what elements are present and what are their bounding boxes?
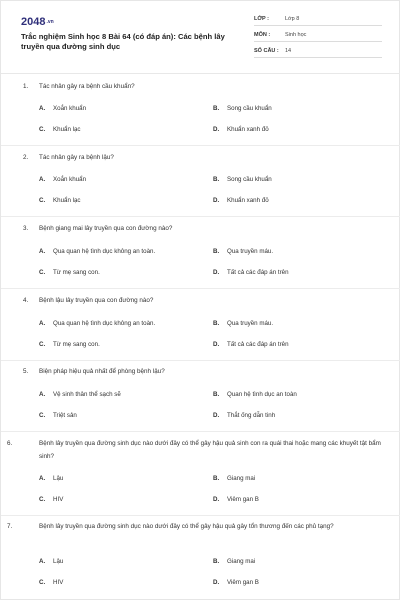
option-text: Khuẩn xanh đỏ — [227, 126, 269, 133]
question-body: Biện pháp hiệu quả nhất để phòng bệnh lậu? — [39, 368, 165, 375]
question-text — [7, 520, 383, 533]
option-letter: A. — [39, 320, 46, 327]
option-b[interactable] — [213, 391, 297, 398]
option-a[interactable] — [39, 248, 155, 255]
question-text — [23, 365, 383, 378]
option-letter: C. — [39, 269, 46, 276]
question-text — [23, 294, 383, 307]
option-text: Từ mẹ sang con. — [53, 269, 100, 276]
option-c[interactable] — [39, 197, 81, 204]
option-text: Xoắn khuẩn — [53, 105, 87, 112]
option-a[interactable] — [39, 320, 155, 327]
option-text: Khuẩn lạc — [53, 197, 81, 204]
option-d[interactable] — [213, 496, 259, 503]
meta-grade — [254, 13, 382, 26]
option-b[interactable] — [213, 105, 272, 112]
option-letter: B. — [213, 105, 220, 112]
option-text: Triệt sản — [53, 412, 77, 419]
question-body: Bệnh lây truyền qua đường sinh dục nào dưới đây có thể gây hậu quả sinh con ra quái thai hoặc mang các khuyết tật bẩm sinh? — [39, 440, 381, 460]
meta-value: Sinh học — [285, 32, 307, 38]
question-body: Bệnh lây truyền qua đường sinh dục nào dưới đây có thể gây hậu quả gây tổn thương đến các phủ tạng? — [39, 523, 334, 530]
option-text: Song cầu khuẩn — [227, 105, 272, 112]
option-letter: B. — [213, 391, 220, 398]
question-number: 4. — [23, 297, 29, 304]
meta-subject — [254, 29, 382, 42]
option-text: Qua quan hệ tình dục không an toàn. — [53, 320, 156, 327]
option-text: Vệ sinh thân thể sạch sẽ — [53, 391, 121, 398]
option-letter: A. — [39, 558, 46, 565]
option-b[interactable] — [213, 320, 273, 327]
question-divider — [1, 431, 400, 432]
question-body: Tác nhân gây ra bệnh lậu? — [39, 154, 114, 161]
question-divider — [1, 360, 400, 361]
option-text: Song cầu khuẩn — [227, 176, 272, 183]
header-divider — [1, 73, 400, 74]
question-number: 5. — [23, 368, 29, 375]
option-text: Viêm gan B — [227, 496, 259, 503]
option-text: Giang mai — [227, 475, 256, 482]
question-divider — [1, 515, 400, 516]
option-letter: C. — [39, 496, 46, 503]
option-text: Thắt ống dẫn tinh — [227, 412, 276, 419]
option-letter: B. — [213, 320, 220, 327]
question-divider — [1, 216, 400, 217]
question-body: Tác nhân gây ra bệnh cầu khuẩn? — [39, 83, 135, 90]
option-text: Lậu — [53, 475, 64, 482]
question-number: 3. — [23, 225, 29, 232]
option-d[interactable] — [213, 197, 269, 204]
option-letter: B. — [213, 475, 220, 482]
question-body: Bệnh giang mai lây truyền qua con đường nào? — [39, 225, 173, 232]
option-text: Qua quan hệ tình dục không an toàn. — [53, 248, 156, 255]
meta-count — [254, 45, 382, 58]
option-c[interactable] — [39, 412, 77, 419]
option-text: Qua truyền máu. — [227, 320, 274, 327]
question-divider — [1, 145, 400, 146]
option-c[interactable] — [39, 579, 63, 586]
option-d[interactable] — [213, 579, 259, 586]
option-letter: D. — [213, 496, 220, 503]
option-letter: D. — [213, 341, 220, 348]
option-letter: C. — [39, 412, 46, 419]
question-number: 6. — [7, 440, 13, 447]
option-text: Khuẩn lạc — [53, 126, 81, 133]
question-text — [23, 80, 383, 93]
option-a[interactable] — [39, 105, 86, 112]
option-c[interactable] — [39, 496, 63, 503]
question-text — [7, 437, 383, 463]
option-letter: C. — [39, 341, 46, 348]
option-text: Viêm gan B — [227, 579, 259, 586]
option-text: Từ mẹ sang con. — [53, 341, 100, 348]
option-a[interactable] — [39, 558, 63, 565]
option-text: Quan hệ tình dục an toàn — [227, 391, 297, 398]
question-number: 7. — [7, 523, 13, 530]
option-letter: B. — [213, 176, 220, 183]
page-header — [1, 1, 400, 73]
option-b[interactable] — [213, 558, 255, 565]
logo-suffix: .vn — [46, 19, 54, 26]
option-d[interactable] — [213, 341, 289, 348]
logo-text: 2048 — [21, 16, 46, 28]
option-d[interactable] — [213, 126, 269, 133]
meta-key: MÔN : — [254, 32, 271, 38]
option-a[interactable] — [39, 475, 63, 482]
meta-key: LỚP : — [254, 16, 269, 22]
option-letter: C. — [39, 126, 46, 133]
option-c[interactable] — [39, 269, 100, 276]
question-text — [23, 151, 383, 164]
option-letter: A. — [39, 176, 46, 183]
option-text: Khuẩn xanh đỏ — [227, 197, 269, 204]
option-text: Lậu — [53, 558, 64, 565]
option-letter: D. — [213, 269, 220, 276]
page-title: Trắc nghiệm Sinh học 8 Bài 64 (có đáp án): Các bệnh lây truyền qua đường sinh dục — [21, 32, 225, 51]
option-letter: A. — [39, 105, 46, 112]
question-number: 1. — [23, 83, 29, 90]
option-letter: A. — [39, 248, 46, 255]
option-letter: B. — [213, 558, 220, 565]
option-text: Tất cả các đáp án trên — [227, 341, 289, 348]
option-b[interactable] — [213, 475, 255, 482]
option-a[interactable] — [39, 176, 86, 183]
option-text: Qua truyền máu. — [227, 248, 274, 255]
option-text: HIV — [53, 496, 64, 503]
option-d[interactable] — [213, 412, 275, 419]
option-letter: D. — [213, 412, 220, 419]
question-body: Bệnh lậu lây truyền qua con đường nào? — [39, 297, 154, 304]
option-letter: D. — [213, 126, 220, 133]
option-text: Xoắn khuẩn — [53, 176, 87, 183]
option-letter: C. — [39, 197, 46, 204]
meta-value: Lớp 8 — [285, 16, 300, 22]
option-letter: A. — [39, 475, 46, 482]
option-text: Tất cả các đáp án trên — [227, 269, 289, 276]
option-letter: B. — [213, 248, 220, 255]
option-letter: D. — [213, 197, 220, 204]
option-c[interactable] — [39, 341, 100, 348]
option-letter: D. — [213, 579, 220, 586]
question-number: 2. — [23, 154, 29, 161]
option-a[interactable] — [39, 391, 121, 398]
option-b[interactable] — [213, 248, 273, 255]
option-letter: C. — [39, 579, 46, 586]
option-b[interactable] — [213, 176, 272, 183]
option-text: HIV — [53, 579, 64, 586]
question-text — [23, 222, 383, 235]
site-logo[interactable] — [21, 16, 54, 28]
meta-value: 14 — [285, 48, 292, 54]
option-text: Giang mai — [227, 558, 256, 565]
option-letter: A. — [39, 391, 46, 398]
question-divider — [1, 288, 400, 289]
option-d[interactable] — [213, 269, 289, 276]
option-c[interactable] — [39, 126, 81, 133]
meta-key: SỐ CÂU : — [254, 48, 279, 54]
